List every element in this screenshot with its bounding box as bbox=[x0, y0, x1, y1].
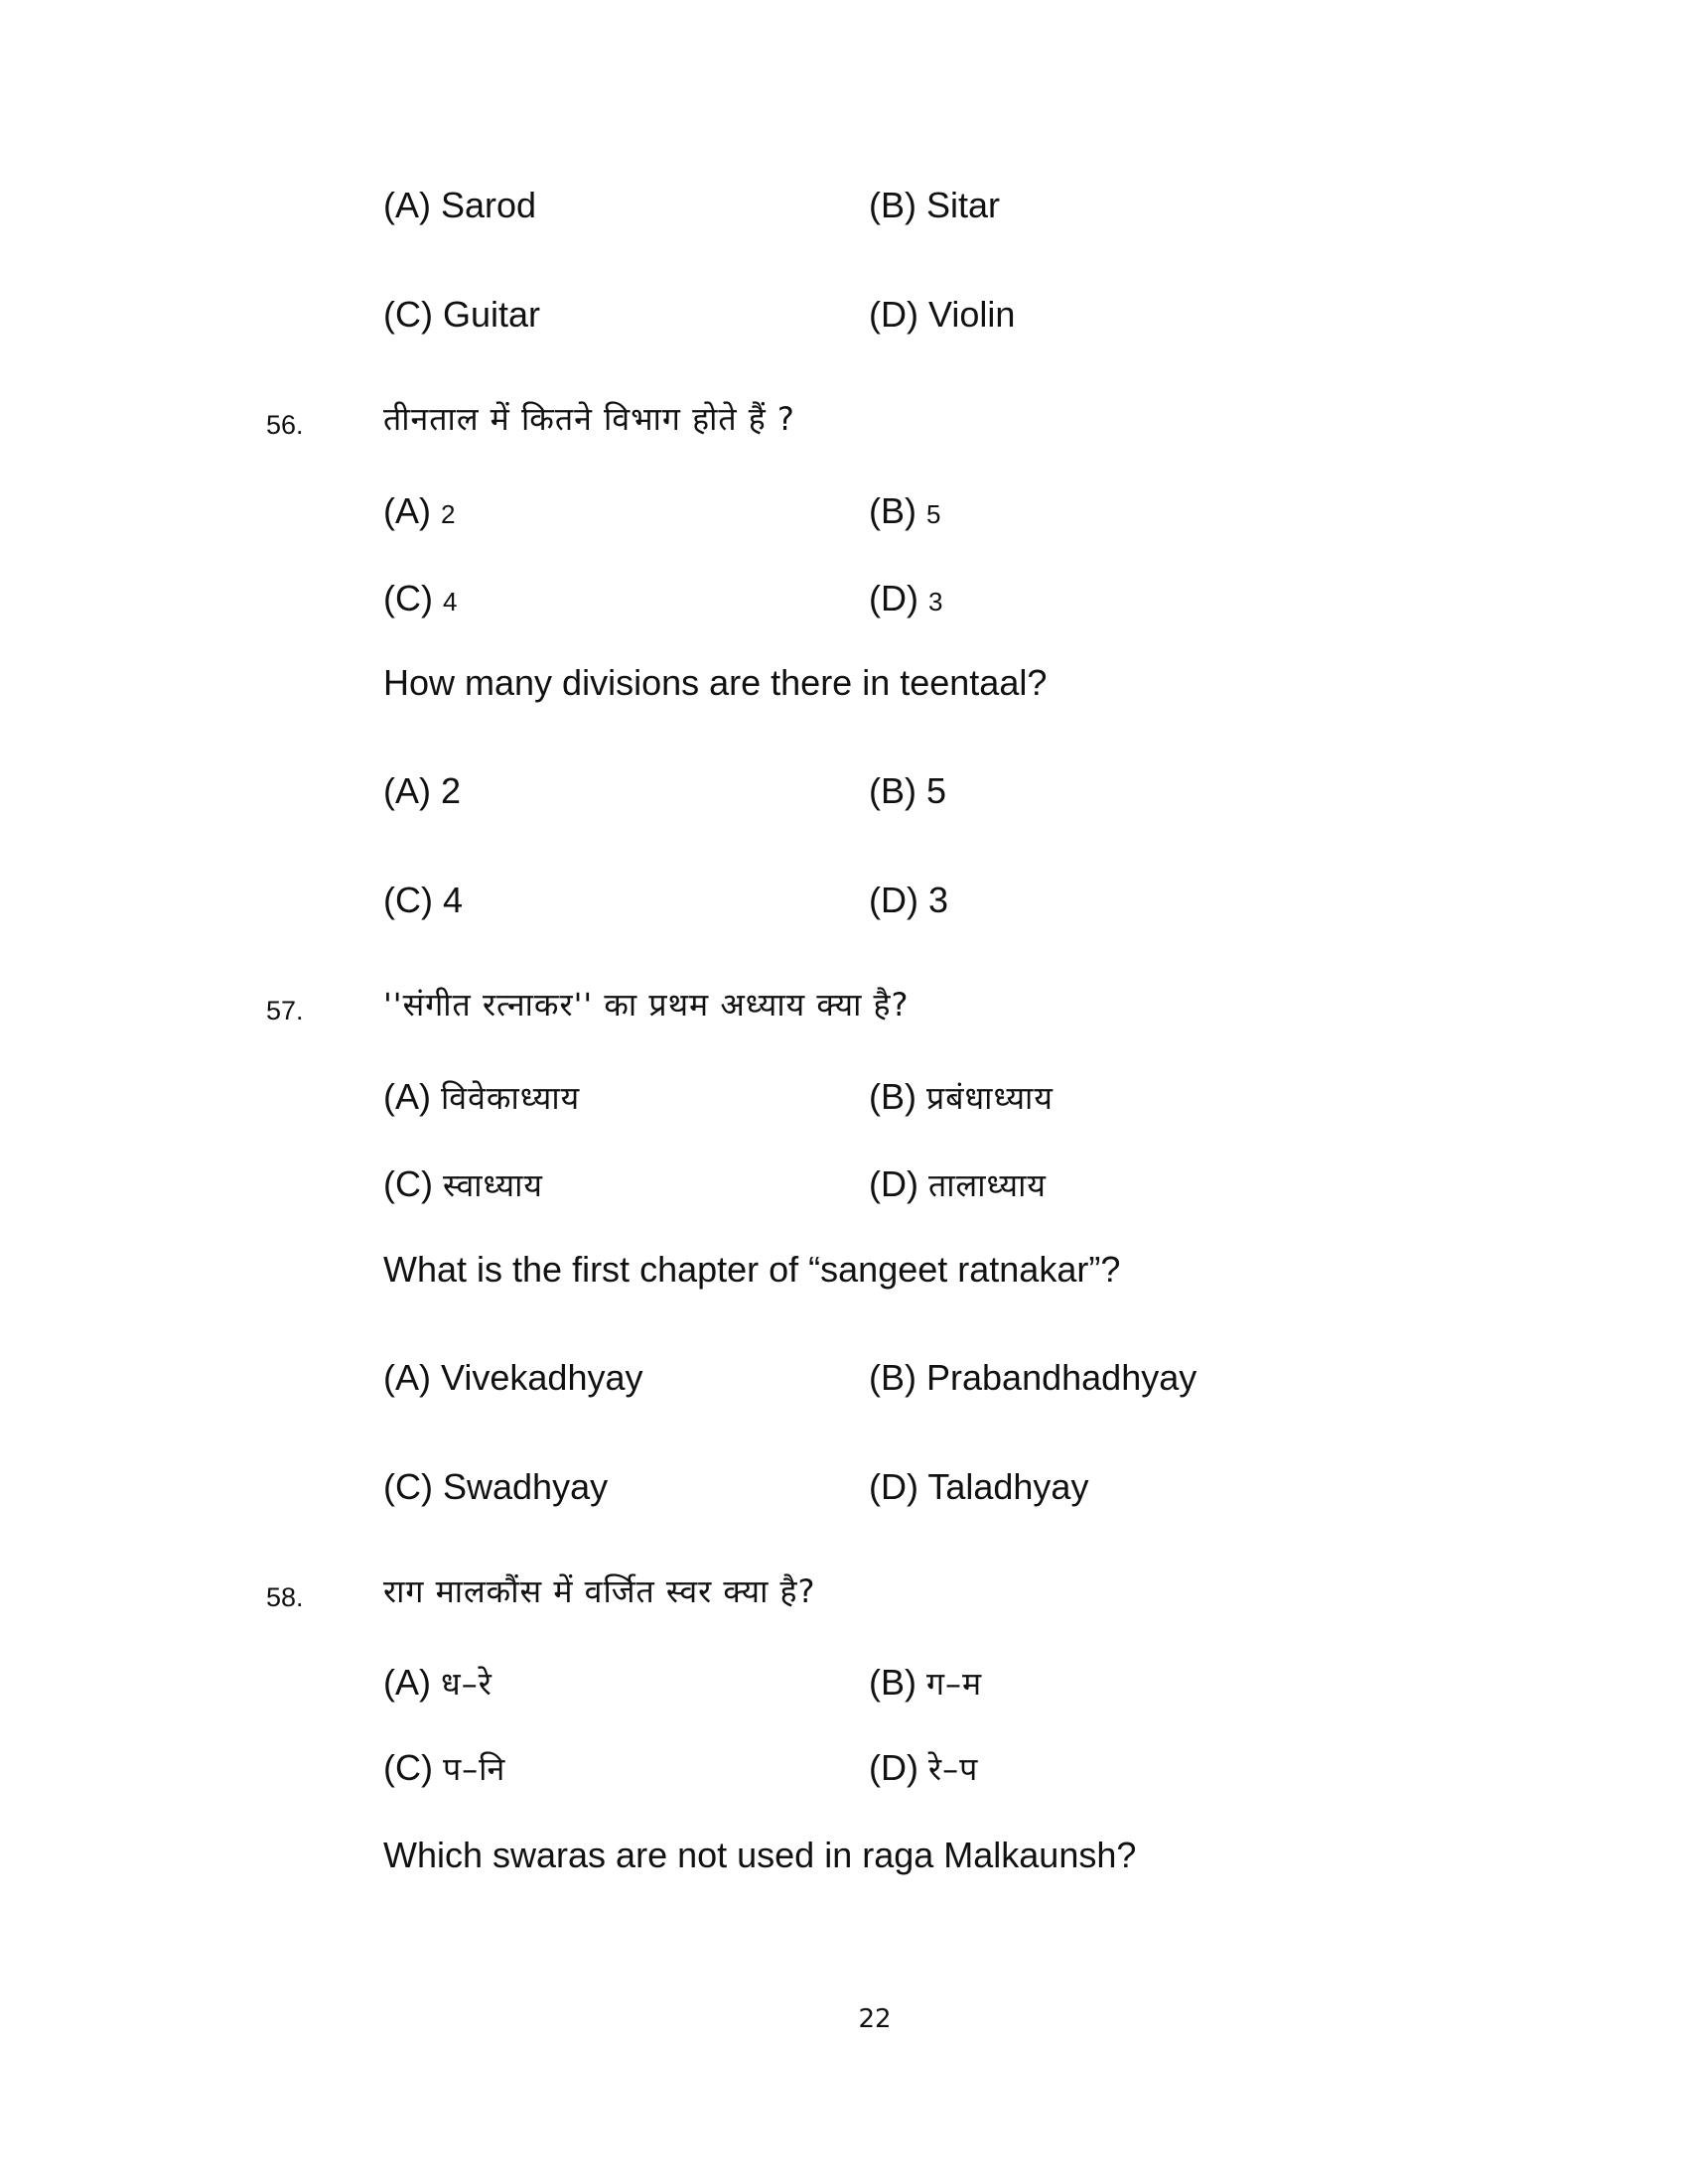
q57-hindi-option-d bbox=[869, 1163, 1047, 1204]
option-label: (D) bbox=[869, 1466, 918, 1507]
option-label: (A) bbox=[383, 1357, 431, 1398]
question-hindi: तीनताल में कितने विभाग होते हैं ? bbox=[383, 400, 795, 438]
q56-hindi-option-d bbox=[869, 578, 943, 618]
question-hindi: ''संगीत रत्नाकर'' का प्रथम अध्याय क्या है? bbox=[383, 986, 910, 1024]
option-text: 3 bbox=[928, 880, 949, 920]
option-text: ध–रे bbox=[441, 1665, 492, 1703]
option-label: (D) bbox=[869, 1163, 918, 1204]
option-text: रे–प bbox=[928, 1750, 979, 1788]
q56-english-option-b bbox=[869, 770, 947, 811]
option-label: (A) bbox=[383, 185, 431, 225]
q55-option-b bbox=[869, 185, 1001, 225]
option-text: Sarod bbox=[441, 185, 537, 225]
q57-hindi-option-a bbox=[383, 1076, 581, 1117]
option-label: (B) bbox=[869, 1662, 916, 1703]
q56-english-option-c bbox=[383, 880, 464, 920]
q55-option-d bbox=[869, 294, 1016, 335]
q56-hindi-option-c bbox=[383, 578, 458, 618]
option-text: प–नि bbox=[443, 1750, 506, 1788]
option-text: ग–म bbox=[926, 1665, 983, 1703]
q57-english-option-c bbox=[383, 1466, 609, 1507]
option-text: Guitar bbox=[443, 294, 541, 335]
page-number: 22 bbox=[858, 2004, 892, 2034]
option-text: 2 bbox=[441, 770, 462, 811]
question-english: What is the first chapter of “sangeet ratnakar”? bbox=[383, 1249, 1121, 1290]
option-text: Vivekadhyay bbox=[441, 1357, 643, 1398]
option-label: (B) bbox=[869, 1357, 916, 1398]
q56-english-option-d bbox=[869, 880, 949, 920]
question-english: How many divisions are there in teentaal? bbox=[383, 662, 1048, 703]
option-text: Taladhyay bbox=[927, 1466, 1089, 1507]
option-text: Sitar bbox=[926, 185, 1001, 225]
question-number: 56. bbox=[266, 410, 304, 440]
option-text: तालाध्याय bbox=[928, 1166, 1047, 1204]
option-text: Prabandhadhyay bbox=[926, 1357, 1197, 1398]
option-text: विवेकाध्याय bbox=[441, 1079, 581, 1117]
q57-hindi-option-c bbox=[383, 1163, 543, 1204]
option-text: स्वाध्याय bbox=[443, 1166, 543, 1204]
q58-hindi-option-d bbox=[869, 1747, 979, 1788]
q57-hindi-option-b bbox=[869, 1076, 1054, 1117]
q57-english-option-b bbox=[869, 1357, 1197, 1398]
option-label: (D) bbox=[869, 294, 918, 335]
q57-english-option-d bbox=[869, 1466, 1089, 1507]
option-text: 2 bbox=[441, 499, 456, 529]
option-label: (D) bbox=[869, 880, 918, 920]
q56-english-option-a bbox=[383, 770, 462, 811]
option-label: (A) bbox=[383, 490, 431, 531]
q55-option-c bbox=[383, 294, 541, 335]
option-label: (A) bbox=[383, 1662, 431, 1703]
q58-hindi-option-a bbox=[383, 1662, 492, 1703]
q57-english-option-a bbox=[383, 1357, 643, 1398]
question-hindi: राग मालकौंस में वर्जित स्वर क्या है? bbox=[383, 1572, 816, 1610]
q55-option-a bbox=[383, 185, 537, 225]
question-number: 58. bbox=[266, 1582, 304, 1612]
option-label: (C) bbox=[383, 1747, 433, 1788]
q56-hindi-option-b bbox=[869, 490, 941, 531]
option-label: (C) bbox=[383, 880, 433, 920]
option-label: (D) bbox=[869, 1747, 918, 1788]
option-label: (D) bbox=[869, 578, 918, 618]
q56-hindi-option-a bbox=[383, 490, 456, 531]
question-number: 57. bbox=[266, 996, 304, 1025]
option-text: 4 bbox=[443, 587, 458, 616]
option-label: (A) bbox=[383, 770, 431, 811]
option-label: (C) bbox=[383, 1163, 433, 1204]
option-label: (C) bbox=[383, 294, 433, 335]
option-label: (B) bbox=[869, 1076, 916, 1117]
option-text: प्रबंधाध्याय bbox=[926, 1079, 1054, 1117]
option-text: 4 bbox=[443, 880, 464, 920]
option-label: (B) bbox=[869, 185, 916, 225]
option-text: 5 bbox=[926, 770, 947, 811]
option-text: Violin bbox=[928, 294, 1016, 335]
question-english: Which swaras are not used in raga Malkaunsh? bbox=[383, 1835, 1137, 1875]
option-label: (B) bbox=[869, 490, 916, 531]
option-text: 5 bbox=[926, 499, 941, 529]
option-text: 3 bbox=[928, 587, 943, 616]
q58-hindi-option-b bbox=[869, 1662, 983, 1703]
option-label: (C) bbox=[383, 578, 433, 618]
option-label: (B) bbox=[869, 770, 916, 811]
option-text: Swadhyay bbox=[443, 1466, 609, 1507]
option-label: (C) bbox=[383, 1466, 433, 1507]
q58-hindi-option-c bbox=[383, 1747, 506, 1788]
option-label: (A) bbox=[383, 1076, 431, 1117]
